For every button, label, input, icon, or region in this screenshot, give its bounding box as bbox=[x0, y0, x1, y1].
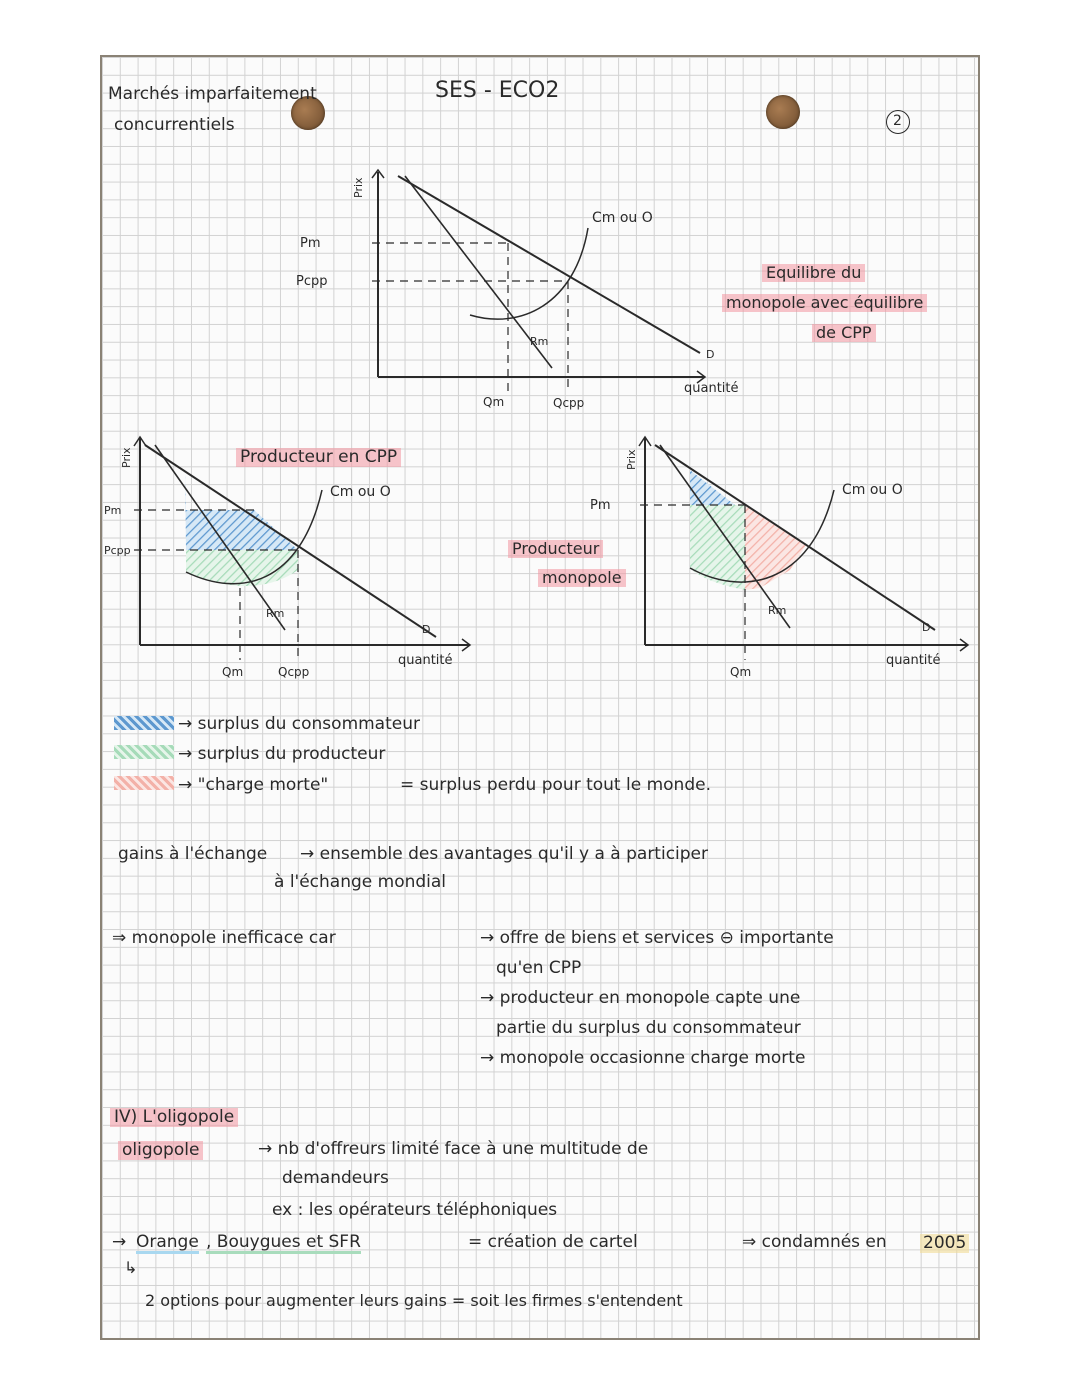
graph-right-rm-label: Rm bbox=[768, 604, 787, 617]
graph-left-qm-label: Qm bbox=[222, 665, 244, 679]
graph-left-x-label: quantité bbox=[398, 653, 453, 668]
monopoly-reason-3: → monopole occasionne charge morte bbox=[480, 1048, 806, 1068]
graph-top-pm-label: Pm bbox=[300, 236, 321, 251]
graph-left-pcpp-label: Pcpp bbox=[104, 544, 131, 557]
graph-top-x-label: quantité bbox=[684, 381, 739, 396]
graph-top-qm-label: Qm bbox=[483, 395, 505, 409]
graph-left-demand-label: D bbox=[422, 623, 431, 636]
graph-top-y-label: Prix bbox=[352, 177, 365, 198]
graph-top-pcpp-label: Pcpp bbox=[296, 274, 328, 289]
legend-swatch-producer bbox=[114, 745, 174, 759]
monopoly-reason-1b: qu'en CPP bbox=[496, 958, 582, 978]
monopoly-statement: ⇒ monopole inefficace car bbox=[112, 928, 336, 948]
oligopoly-cartel: = création de cartel bbox=[468, 1232, 638, 1252]
oligopoly-arrow: → bbox=[112, 1232, 127, 1252]
graph-left-qcpp-label: Qcpp bbox=[278, 665, 310, 679]
gains-term: gains à l'échange bbox=[118, 844, 268, 864]
oligopoly-section-title: IV) L'oligopole bbox=[110, 1108, 238, 1127]
topic-line-1: Marchés imparfaitement bbox=[108, 84, 317, 104]
graph-left bbox=[104, 437, 470, 679]
page-number: 2 bbox=[893, 113, 902, 129]
oligopoly-operators: , Bouygues et SFR bbox=[206, 1232, 361, 1252]
oligopoly-term: oligopole bbox=[118, 1141, 203, 1160]
graph-left-cost-label: Cm ou O bbox=[330, 484, 391, 500]
graph-right-consumer-surplus bbox=[690, 470, 735, 505]
graph-top-demand-line bbox=[398, 176, 700, 353]
graph-top-rm-label: Rm bbox=[530, 335, 549, 348]
legend-swatch-consumer bbox=[114, 716, 174, 730]
oligopoly-example: ex : les opérateurs téléphoniques bbox=[272, 1200, 558, 1220]
graph-right-qm-label: Qm bbox=[730, 665, 752, 679]
graph-right bbox=[590, 437, 968, 679]
oligopoly-verdict: ⇒ condamnés en bbox=[742, 1232, 887, 1252]
legend-producer: → surplus du producteur bbox=[178, 744, 386, 764]
graph-top-qcpp-label: Qcpp bbox=[553, 396, 585, 410]
gains-definition-1: → ensemble des avantages qu'il y a à participer bbox=[300, 844, 708, 864]
graph-left-y-label: Prix bbox=[120, 447, 133, 468]
monopoly-reason-2b: partie du surplus du consommateur bbox=[496, 1018, 801, 1038]
oligopoly-bend-arrow: ↳ bbox=[124, 1258, 138, 1277]
graph-top-caption-1: Equilibre du bbox=[762, 264, 865, 282]
monopoly-reason-1a: → offre de biens et services ⊖ importante bbox=[480, 928, 834, 948]
page-title: SES - ECO2 bbox=[435, 78, 560, 103]
graph-right-title-2: monopole bbox=[538, 569, 626, 587]
graph-top-demand-label: D bbox=[706, 348, 715, 361]
graph-right-producer-surplus bbox=[690, 505, 745, 590]
graph-right-y-label: Prix bbox=[625, 449, 638, 470]
graph-right-x-label: quantité bbox=[886, 653, 941, 668]
graph-top-cost-curve bbox=[470, 228, 588, 319]
oligopoly-year: 2005 bbox=[920, 1234, 969, 1253]
legend-swatch-deadweight bbox=[114, 776, 174, 790]
oligopoly-orange: Orange bbox=[136, 1232, 199, 1252]
legend-consumer: → surplus du consommateur bbox=[178, 714, 420, 734]
oligopoly-options: 2 options pour augmenter leurs gains = soit les firmes s'entendent bbox=[145, 1291, 683, 1310]
legend-deadweight: → "charge morte" bbox=[178, 775, 329, 795]
graph-top-caption-2: monopole avec équilibre bbox=[722, 294, 927, 312]
graph-right-demand-label: D bbox=[922, 621, 931, 634]
graph-right-title-1: Producteur bbox=[508, 540, 603, 558]
topic-line-2: concurrentiels bbox=[114, 115, 235, 135]
graph-top-caption-3: de CPP bbox=[812, 324, 876, 342]
monopoly-reason-2a: → producteur en monopole capte une bbox=[480, 988, 801, 1008]
graph-right-pm-label: Pm bbox=[590, 498, 611, 513]
graph-top-cost-label: Cm ou O bbox=[592, 210, 653, 226]
gains-definition-2: à l'échange mondial bbox=[274, 872, 447, 892]
oligopoly-definition-2: demandeurs bbox=[282, 1168, 389, 1188]
oligopoly-definition-1: → nb d'offreurs limité face à une multitude de bbox=[258, 1139, 649, 1159]
graph-left-title: Producteur en CPP bbox=[236, 448, 401, 467]
legend-deadweight-definition: = surplus perdu pour tout le monde. bbox=[400, 775, 711, 795]
graph-left-pm-label: Pm bbox=[104, 504, 122, 517]
graph-right-cost-label: Cm ou O bbox=[842, 482, 903, 498]
graph-top bbox=[296, 170, 739, 410]
graph-left-rm-label: Rm bbox=[266, 607, 285, 620]
